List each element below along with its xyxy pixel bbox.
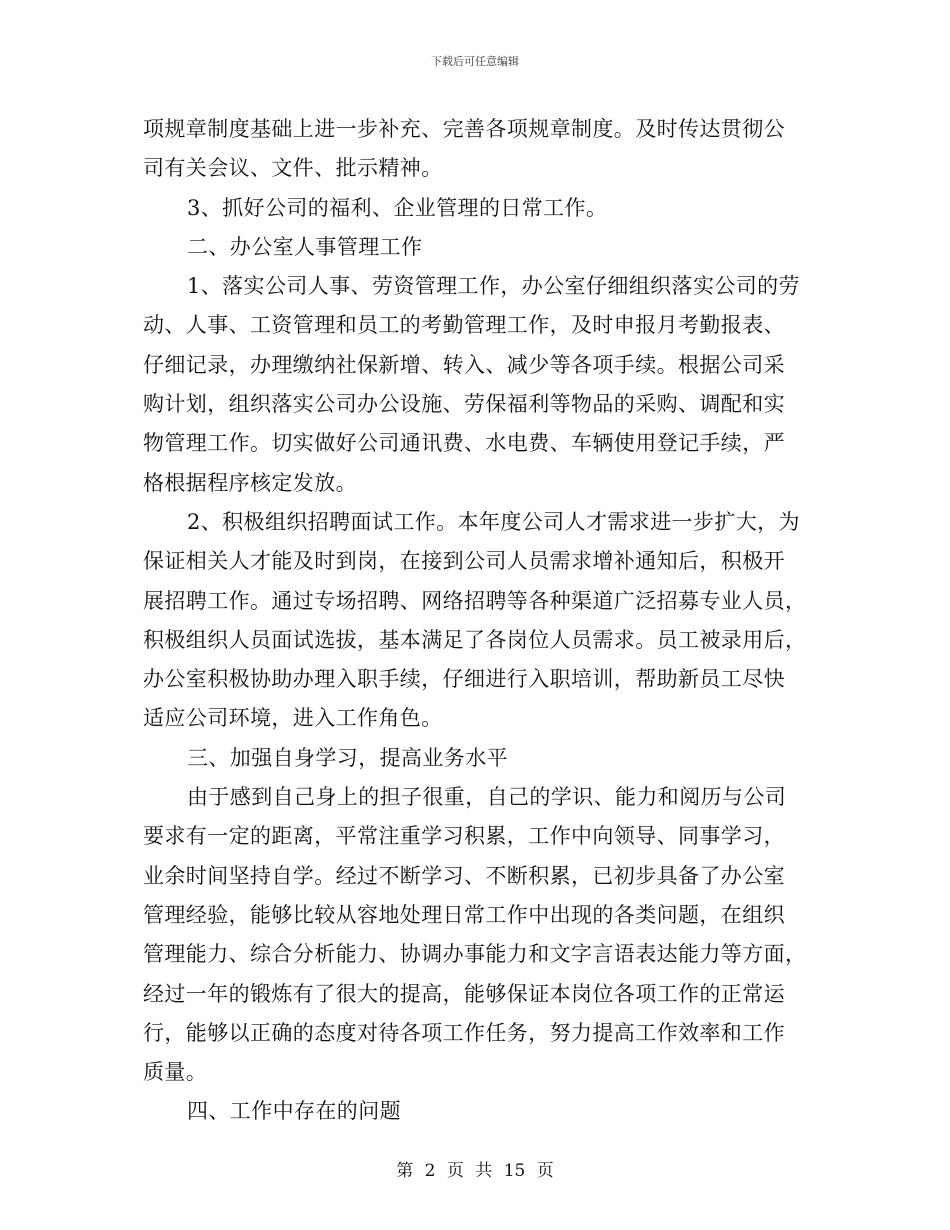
body-line: 2、积极组织招聘面试工作。本年度公司人才需求进一步扩大，为 [187, 509, 800, 534]
body-line: 仔细记录，办理缴纳社保新增、转入、减少等各项手续。根据公司采 [143, 352, 785, 377]
body-line: 由于感到自己身上的担子很重，自己的学识、能力和阅历与公司 [187, 785, 787, 810]
body-line: 行，能够以正确的态度对待各项工作任务，努力提高工作效率和工作 [143, 1020, 785, 1045]
body-line: 3、抓好公司的福利、企业管理的日常工作。 [187, 195, 608, 220]
body-line: 物管理工作。切实做好公司通讯费、水电费、车辆使用登记手续，严 [143, 431, 785, 456]
body-line: 办公室积极协助办理入职手续，仔细进行入职培训，帮助新员工尽快 [143, 667, 785, 692]
body-line: 业余时间坚持自学。经过不断学习、不断积累，已初步具备了办公室 [143, 863, 785, 888]
body-line: 管理经验，能够比较从容地处理日常工作中出现的各类问题，在组织 [143, 902, 785, 927]
body-line: 要求有一定的距离，平常注重学习积累，工作中向领导、同事学习， [143, 824, 785, 849]
body-line: 司有关会议、文件、批示精神。 [143, 156, 443, 181]
body-line: 项规章制度基础上进一步补充、完善各项规章制度。及时传达贯彻公 [143, 117, 785, 141]
body-line: 1、落实公司人事、劳资管理工作，办公室仔细组织落实公司的劳 [187, 274, 800, 299]
document-body [143, 110, 810, 1132]
page-header: 下载后可任意编辑 [431, 55, 519, 68]
body-line: 经过一年的锻炼有了很大的提高，能够保证本岗位各项工作的正常运 [143, 981, 785, 1006]
page-footer: 第 2 页 共 15 页 [396, 1161, 554, 1181]
body-line: 质量。 [143, 1060, 208, 1085]
body-line: 积极组织人员面试选拔，基本满足了各岗位人员需求。员工被录用后， [143, 627, 807, 652]
section-heading: 三、加强自身学习，提高业务水平 [187, 745, 508, 770]
body-line: 展招聘工作。通过专场招聘、网络招聘等各种渠道广泛招募专业人员， [143, 588, 807, 613]
body-line: 购计划，组织落实公司办公设施、劳保福利等物品的采购、调配和实 [143, 392, 785, 417]
body-line: 格根据程序核定发放。 [143, 470, 357, 495]
section-heading: 二、办公室人事管理工作 [187, 234, 423, 259]
body-line: 管理能力、综合分析能力、协调办事能力和文字言语表达能力等方面， [143, 942, 807, 967]
body-line: 保证相关人才能及时到岗，在接到公司人员需求增补通知后，积极开 [143, 549, 785, 574]
section-heading: 四、工作中存在的问题 [187, 1099, 401, 1124]
body-line: 动、人事、工资管理和员工的考勤管理工作，及时申报月考勤报表、 [143, 313, 785, 338]
body-line: 适应公司环境，进入工作角色。 [143, 706, 443, 731]
